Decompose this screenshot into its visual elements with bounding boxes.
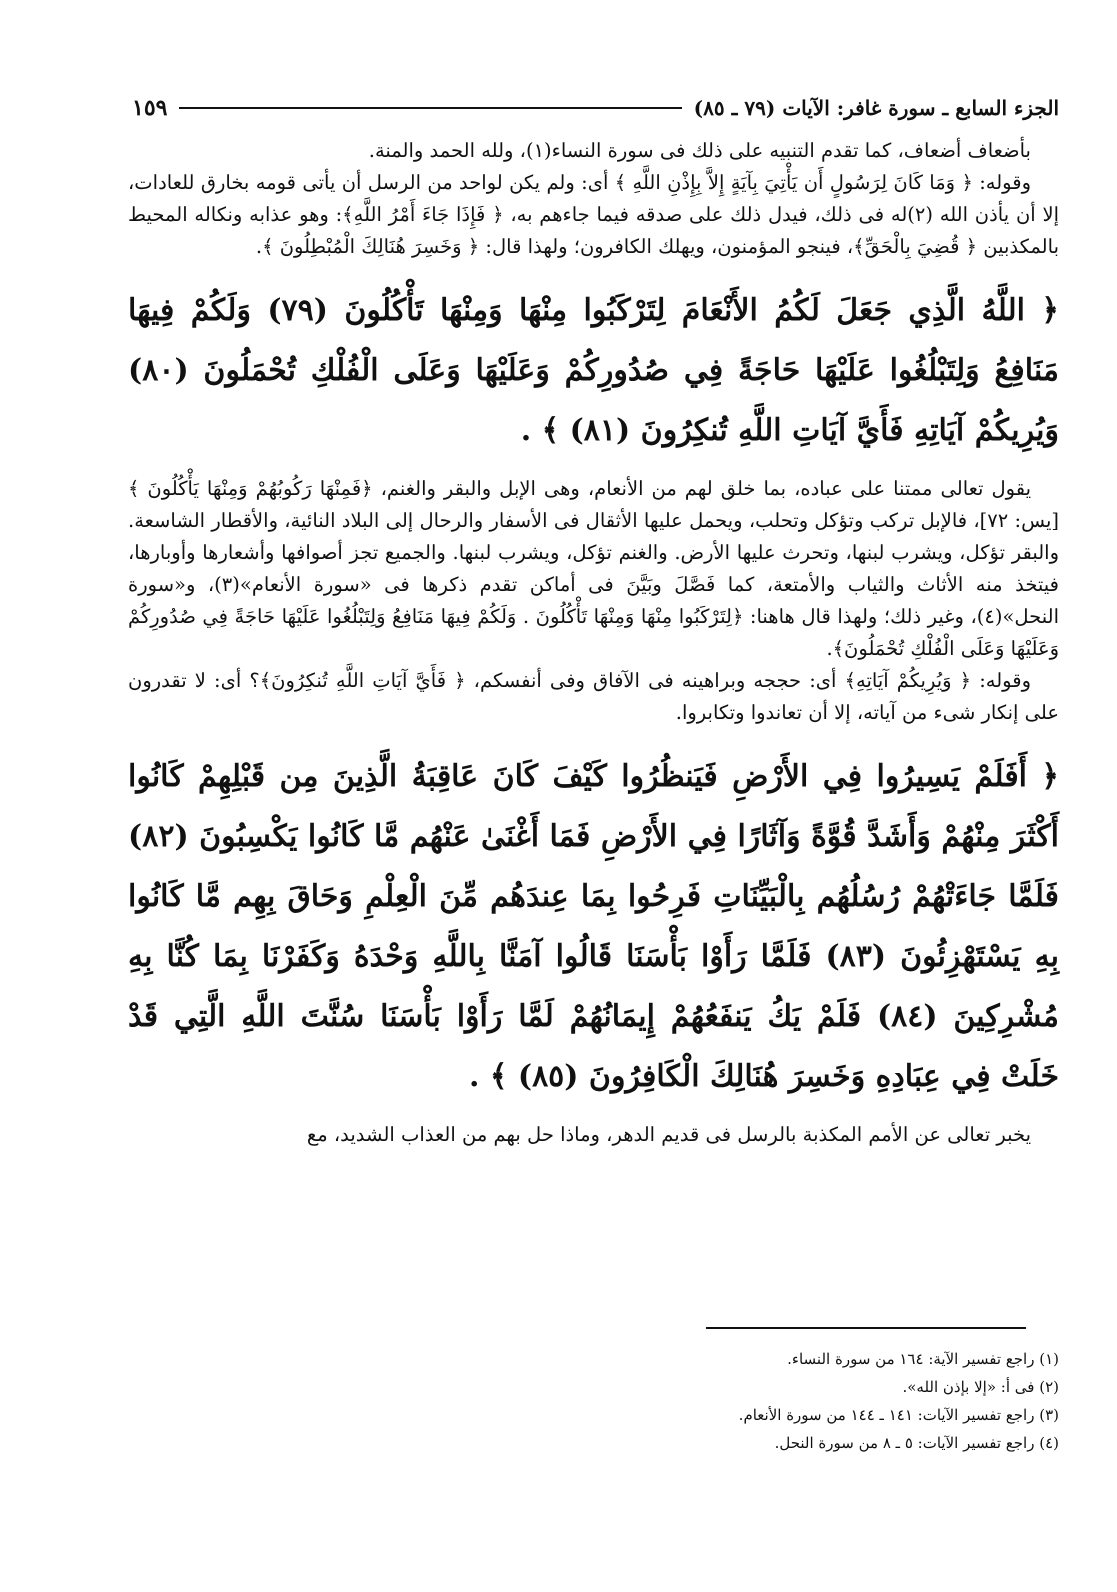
footnote-item: (٢) فى أ: «إلا بإذن الله». xyxy=(902,1378,1059,1396)
paragraph-commentary-2: يقول تعالى ممتنا على عباده، بما خلق لهم من الأنعام، وهى الإبل والبقر والغنم، ﴿فَمِنْهَا رَكُوبُهُمْ وَمِنْهَا يَأْكُلُونَ ﴾ [يس: ٧٢]، فالإبل تركب وتؤكل وتحلب، ويحمل عليها الأثقال فى الأسفار والرحال إلى البلاد النائية، والأقطار الشاسعة. والبقر تؤكل، ويشرب لبنها، وتحرث عليها الأرض. والغنم تؤكل، ويشرب لبنها. والجميع تجز أصوافها وأشعارها وأوبارها، فيتخذ منه الأثاث والثياب والأمتعة، كما فَصَّلَ وبَيَّنَ فى أماكن تقدم ذكرها فى «سورة الأنعام»(٣)، و«سورة النحل»(٤)، وغير ذلك؛ ولهذا قال هاهنا: ﴿لِتَرْكَبُوا مِنْهَا وَمِنْهَا تَأْكُلُونَ . وَلَكُمْ فِيهَا مَنَافِعُ وَلِتَبْلُغُوا عَلَيْهَا حَاجَةً فِي صُدُورِكُمْ وَعَلَيْهَا وَعَلَى الْفُلْكِ تُحْمَلُونَ﴾. xyxy=(128,477,1059,660)
page-body xyxy=(128,135,1059,1151)
running-header xyxy=(132,88,1059,128)
footnote-item: (٣) راجع تفسير الآيات: ١٤١ ـ ١٤٤ من سورة الأنعام. xyxy=(738,1406,1059,1424)
paragraph-intro: بأضعاف أضعاف، كما تقدم التنبيه على ذلك فى سورة النساء(١)، ولله الحمد والمنة. xyxy=(368,139,1031,162)
quran-verses-79-81: ﴿ اللَّهُ الَّذِي جَعَلَ لَكُمُ الأَنْعَامَ لِتَرْكَبُوا مِنْهَا وَمِنْهَا تَأْكُلُونَ (٧٩) وَلَكُمْ فِيهَا مَنَافِعُ وَلِتَبْلُغُوا عَلَيْهَا حَاجَةً فِي صُدُورِكُمْ وَعَلَيْهَا وَعَلَى الْفُلْكِ تُحْمَلُونَ (٨٠) وَيُرِيكُمْ آيَاتِهِ فَأَيَّ آيَاتِ اللَّهِ تُنكِرُونَ (٨١) ﴾ . xyxy=(128,293,1059,448)
footnote-item: (١) راجع تفسير الآية: ١٦٤ من سورة النساء. xyxy=(787,1350,1059,1368)
quran-verses-82-85: ﴿ أَفَلَمْ يَسِيرُوا فِي الأَرْضِ فَيَنظُرُوا كَيْفَ كَانَ عَاقِبَةُ الَّذِينَ مِن قَبْلِهِمْ كَانُوا أَكْثَرَ مِنْهُمْ وَأَشَدَّ قُوَّةً وَآثَارًا فِي الأَرْضِ فَمَا أَغْنَىٰ عَنْهُم مَّا كَانُوا يَكْسِبُونَ (٨٢) فَلَمَّا جَاءَتْهُمْ رُسُلُهُم بِالْبَيِّنَاتِ فَرِحُوا بِمَا عِندَهُم مِّنَ الْعِلْمِ وَحَاقَ بِهِم مَّا كَانُوا بِهِ يَسْتَهْزِئُونَ (٨٣) فَلَمَّا رَأَوْا بَأْسَنَا قَالُوا آمَنَّا بِاللَّهِ وَحْدَهُ وَكَفَرْنَا بِمَا كُنَّا بِهِ مُشْرِكِينَ (٨٤) فَلَمْ يَكُ يَنفَعُهُمْ إِيمَانُهُمْ لَمَّا رَأَوْا بَأْسَنَا سُنَّتَ اللَّهِ الَّتِي قَدْ خَلَتْ فِي عِبَادِهِ وَخَسِرَ هُنَالِكَ الْكَافِرُونَ (٨٥) ﴾ . xyxy=(128,759,1059,1094)
page-number: ١٥٩ xyxy=(132,95,168,121)
footnotes xyxy=(128,1345,1059,1457)
header-title: الجزء السابع ـ سورة غافر: الآيات (٧٩ ـ ٨٥) xyxy=(693,96,1059,120)
footnote-item: (٤) راجع تفسير الآيات: ٥ ـ ٨ من سورة النحل. xyxy=(774,1434,1059,1452)
paragraph-commentary-4: يخبر تعالى عن الأمم المكذبة بالرسل فى قديم الدهر، وماذا حل بهم من العذاب الشديد، مع xyxy=(306,1123,1031,1146)
footnote-rule xyxy=(706,1327,1026,1329)
paragraph-commentary-1: وقوله: ﴿ وَمَا كَانَ لِرَسُولٍ أَن يَأْتِيَ بِآيَةٍ إِلاَّ بِإِذْنِ اللَّهِ ﴾ أى: ولم يكن لواحد من الرسل أن يأتى قومه بخارق للعادات، إلا أن يأذن الله (٢)له فى ذلك، فيدل ذلك على صدقه فيما جاءهم به، ﴿ فَإِذَا جَاءَ أَمْرُ اللَّهِ﴾: وهو عذابه ونكاله المحيط بالمكذبين ﴿ قُضِيَ بِالْحَقِّ﴾، فينجو المؤمنون، ويهلك الكافرون؛ ولهذا قال: ﴿ وَخَسِرَ هُنَالِكَ الْمُبْطِلُونَ ﴾. xyxy=(128,171,1059,258)
paragraph-commentary-3: وقوله: ﴿ وَيُرِيكُمْ آيَاتِهِ﴾ أى: حججه وبراهينه فى الآفاق وفى أنفسكم، ﴿ فَأَيَّ آيَاتِ اللَّهِ تُنكِرُونَ﴾؟ أى: لا تقدرون على إنكار شىء من آياته، إلا أن تعاندوا وتكابروا. xyxy=(128,669,1059,724)
header-rule xyxy=(179,107,681,109)
